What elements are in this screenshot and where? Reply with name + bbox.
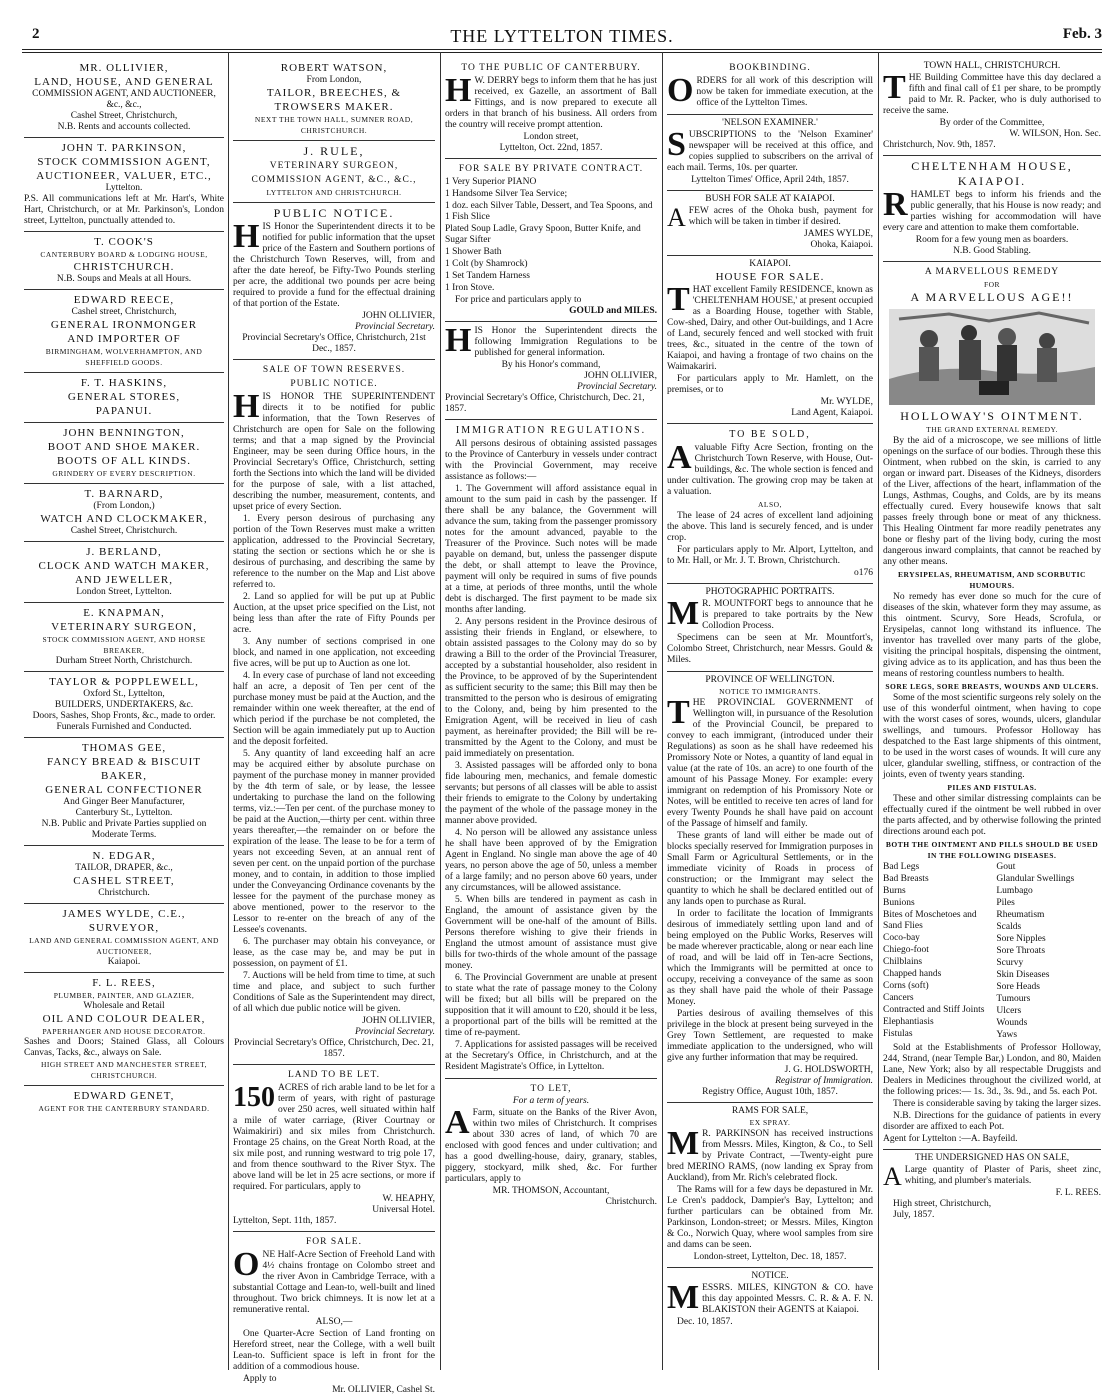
business-card xyxy=(24,603,224,672)
list-item: Bites of Moschetoes and Sand Flies xyxy=(883,910,977,931)
business-name: T. BARNARD, xyxy=(84,488,164,500)
business-name: JAMES WYLDE, C.E., xyxy=(62,908,186,920)
list-item: 2. Any persons resident in the Province desirous of assisting their friends in England, or elsewhere, to obtain assisted passages to the Colony may do so by drawing a Bill to the order of the Provincial Treasurer, accepted by a substantial householder, also resident in the Province, to be approved of by the Superintendent as sufficient security to the same; this Bill may then be transmitted to the person who is desirous of emigrating to the Colony, and, being by him presented to the Emigration Agent, will be received in lieu of cash payment, as hereinafter provided; the Bill will be re-transmitted by the Agent to the Colony, and must be paid immediately on presentation. xyxy=(445,617,657,759)
list-item: Piles xyxy=(996,898,1015,908)
column-1-business-cards xyxy=(24,58,224,1368)
to-be-sold: TO BE SOLD, Avaluable Fifty Acre Section, fronting on the Christchurch Town Reserve, with House, Out-buildings, &c. The whole section is fenced and under cultivation. The growing crop may be taken at a valuation. ALSO, The lease of 24 acres of excellent land adjoining the above. This land is securely fenced, and is under crop. For particulars apply to Mr. Alport, Lyttelton, and to Mr. Hall, or Mr. J. T. Brown, Christchurch. o176 xyxy=(667,424,873,584)
business-card xyxy=(24,484,224,542)
holloway-ointment-ad: A MARVELLOUS REMEDY FOR A MARVELLOUS AGE!! HOLLOWAY'S OINTMENT. THE GRAND EXTERNAL REMEDY. By the aid of a microscope, we see millions of little openings on the surface of our bodies. Through these this Ointment, when rubbed on the skin, is carried to any organ or inward part. Diseases of the Kidneys, disorders of the Liver, affections of the heart, inflammation of the Lungs, Asthmas, Coughs, and Colds, are by its means effectually cured. Every housewife knows that salt passes freely through bone or meat of any thickness. This Healing Ointment far more readily penetrates any bone or fleshy part of the living body, curing the most dangerous inward complaints, that cannot be reached by any other means. ERYSIPELAS, RHEUMATISM, AND SCORBUTIC HUMOURS. No remedy has ever done so much for the cure of diseases of the skin, whatever form they may assume, as this ointment. Scurvy, Sore Heads, Scrofula, or Erysipelas, cannot long withstand its influence. The inventor has travelled over many parts of the globe, visiting the principal hospitals, dispensing the ointment, giving advice as to its application, and has thus been the means of restoring countless numbers to health. SORE LEGS, SORE BREASTS, WOUNDS AND ULCERS. Some of the most scientific surgeons rely solely on the use of this wonderful ointment, when having to cope with the worst cases of sores, wounds, ulcers, glandular swellings, and tumours. Professor Holloway has despatched to the East large shipments of this ointment, to be used in the worst cases of wounds. It will cure any ulcer, glandular swelling, stiffness, or contraction of the joints, even of twenty years standing. PILES AND FISTULAS. These and other similar distressing complaints can be effectually cured if the ointment be well rubbed in over the parts affected, and by otherwise following the printed directions around each pot. BOTH THE OINTMENT AND PILLS SHOULD BE USED IN THE FOLLOWING DISEASES. Bad Legs Bad Breasts Burns Bunions Bites of Moschetoes and Sand Flies Coco-bay Chiego-foot Chilblains Chapped hands Corns (soft) Cancers Contracted and Stiff Joints Elephantiasis Fistulas Gout Glandular Swellings Lumbago Piles Rheumatism Scalds Sore Nipples Sore Throats Scurvy Skin Diseases Sore Heads Tumours Ulcers Wounds Yaws Sold at the Establishments of Professor Holloway, 244, Strand, (near Temple Bar,) London, and 80, Maiden Lane, New York; also by all respectable Druggists and Dealers in Medicines throughout the civilized world, at the following prices:— 1s. 3d., 3s. 9d., and 5s. each Pot. There is considerable saving by taking the larger sizes. N.B. Directions for the guidance of patients in every disorder are affixed to each Pot. Agent for Lyttelton :—A. Bayfeild. xyxy=(883,262,1101,1150)
business-card xyxy=(24,58,224,138)
issue-date: Feb. 3 xyxy=(1062,26,1102,42)
business-line: Sashes and Doors; Stained Glass, all Colours Canvas, Tacks, &c., always on Sale. xyxy=(24,1037,224,1058)
list-item: Fistulas xyxy=(883,1029,913,1039)
business-name: EDWARD GENET, xyxy=(73,1090,175,1102)
list-item: Yaws xyxy=(996,1030,1018,1040)
list-item: Sore Throats xyxy=(996,946,1046,956)
list-item: 1 doz. each Silver Table, Dessert, and Tea Spoons, and 1 Fish Slice xyxy=(445,201,653,222)
list-item: 1 Iron Stove. xyxy=(445,283,495,293)
kaiapoi-house-for-sale: KAIAPOI. HOUSE FOR SALE. THAT excellent Family RESIDENCE, known as 'CHELTENHAM HOUSE,' at present occupied as a Boarding House, together with Stable, Cow-shed, Dairy, and other Out-buildings, and 1 Acre of Land, securely fenced and well stocked with fruit trees, &c., situated in the centre of the town of Kaiapoi, and having a frontage of two chains on the Waimakariri. For particulars apply to Mr. Hamlett, on the premises, or to Mr. WYLDE, Land Agent, Kaiapoi. xyxy=(667,256,873,424)
list-item: Chapped hands xyxy=(883,969,942,979)
list-item: 1 Handsome Silver Tea Service; xyxy=(445,189,568,199)
business-card xyxy=(24,138,224,232)
business-line: P.S. All communications left at Mr. Hart's, White Hart, Christchurch, or at Mr. Parkinson's, London street, Lyttelton, punctually attended to. xyxy=(24,194,224,226)
business-line: LAND, HOUSE, AND GENERAL xyxy=(34,76,214,88)
bush-for-sale: BUSH FOR SALE AT KAIAPOI. AFEW acres of the Ohoka bush, payment for which will be taken in timber if desired. JAMES WYLDE, Ohoka, Kaiapoi. xyxy=(667,191,873,256)
ad-w-derry: TO THE PUBLIC OF CANTERBURY. H W. DERRY begs to inform them that he has just received, ex Gazelle, an assortment of Ball Fittings, and is now prepared to execute all orders in that branch of his business. All orders from the country will receive prompt attention. London street, Lyttelton, Oct. 22nd, 1857. xyxy=(445,58,657,159)
list-item: Bunions xyxy=(883,898,915,908)
ad-robert-watson: ROBERT WATSON, From London, TAILOR, BREECHES, & TROWSERS MAKER. NEXT THE TOWN HALL, SUMNER ROAD, CHRISTCHURCH. xyxy=(233,58,435,141)
land-to-be-let: LAND TO BE LET. 150 ACRES of rich arable land to be let for a term of years, with right of pasturage over 250 acres, well situated within half a mile of water carriage, (River Courtnay or Waimakiriri) and six miles from Christchurch. Frontage 25 chains, on the Great North Road, at the six mile post, and running westward to trig pole 17, and from thence southward to the River Styx. The above land will be let in 25 acre sections, or more if required. For particulars, apply to W. HEAPHY, Universal Hotel. Lyttelton, Sept. 11th, 1857. xyxy=(233,1065,435,1232)
business-card xyxy=(24,232,224,290)
business-line: Durham Street North, Christchurch. xyxy=(55,656,193,666)
business-line: OIL AND COLOUR DEALER, xyxy=(42,1013,206,1025)
business-line: Canterbury St., Lyttelton. xyxy=(75,808,173,818)
column-divider xyxy=(878,52,879,1370)
list-item: 6. The Provincial Government are unable at present to state what the rate of passage money to the Colony will be fixed; but all bills will be prepared on the supposition that it will amount to £20, should it be less, a proportional part of the bills will be remitted at the time of re-payment. xyxy=(445,973,657,1038)
business-line: TAILOR, DRAPER, &c., xyxy=(75,863,173,873)
business-line: Funerals Furnished and Conducted. xyxy=(56,722,192,732)
page-number: 2 xyxy=(32,26,40,42)
business-name: J. BERLAND, xyxy=(86,546,162,558)
business-name: MR. OLLIVIER, xyxy=(79,62,169,74)
business-card xyxy=(24,973,224,1086)
list-item: 4. In every case of purchase of land not exceeding half an acre, a deposit of Ten per cent of the purchase money must be paid at the Auction, and the remainder within one week thereafter, at the end of which period if the purchase be not completed, the Section will be again immediately put up to Auction and the deposit forfeited. xyxy=(233,671,435,747)
list-item: Scurvy xyxy=(996,958,1024,968)
business-line: PAPANUI. xyxy=(95,405,153,417)
business-line: GENERAL STORES, xyxy=(67,391,181,403)
list-item: Cancers xyxy=(883,993,914,1003)
masthead-rule-2 xyxy=(22,52,1102,53)
business-line: HIGH STREET AND MANCHESTER STREET, CHRISTCHURCH. xyxy=(40,1060,208,1080)
business-name: JOHN BENNINGTON, xyxy=(63,427,185,439)
province-of-wellington: PROVINCE OF WELLINGTON. NOTICE TO IMMIGRANTS. THE PROVINCIAL GOVERNMENT of Wellington will, in pursuance of the Resolution of the Provincial Council, be prepared to convey to each immigrant, (introduced under their Regulations) as soon as he shall have redeemed his Promissory Note or Notes, a quantity of land equal in value (at the rate of 10s. an acre) to one fourth of the amount of his Passage Money. For example: every immigrant on redemption of his Promissory Note or Notes, will be entitled to receive ten acres of land for every Twenty Pounds he shall have paid on account of the Passage of himself and family. These grants of land will either be made out of blocks specially reserved for Immigration purposes in Small Farm or Agricultural Settlements, or in the immediate vicinity of Roads in process of construction; or the Immigrant may select the quantity to which he shall be declared entitled out of any lands open to purchase as Rural. In order to facilitate the location of Immigrants desirous of immediately settling upon land and of being employed on the Public Works, Reserves will be made wherever practicable, along or near each line of road, and will be laid off in Ten-acre Sections, which the Immigrants will be permitted at once to occupy, receiving a conveyance of the same as soon as they shall have paid the whole of their Passage Money. Parties desirous of availing themselves of this privilege in the block at present being surveyed in the Grey Town Settlement, are requested to make immediate application to the undersigned, who will give any further information that may be required. J. G. HOLDSWORTH, Registrar of Immigration. Registry Office, August 10th, 1857. xyxy=(667,672,873,1103)
immigration-notice: HIS Honor the Superintendent directs the following Immigration Regulations to be published for general information. By his Honor's command, JOHN OLLIVIER, Provincial Secretary. Provincial Secretary's Office, Christchurch, Dec. 21, 1857. xyxy=(445,322,657,420)
business-card xyxy=(24,738,224,846)
list-item: 7. Auctions will be held from time to time, at such time and place, and subject to such further Conditions of Sale as the Superintendent may direct, of all which due public notice will be given. xyxy=(233,971,435,1014)
business-line: VETERINARY SURGEON, xyxy=(51,621,197,633)
column-5 xyxy=(883,58,1101,1368)
business-line: CANTERBURY BOARD & LODGING HOUSE, xyxy=(40,250,208,259)
business-line: CHRISTCHURCH. xyxy=(73,261,175,273)
business-line: CASHEL STREET, xyxy=(73,875,175,887)
business-name: E. KNAPMAN, xyxy=(83,607,165,619)
business-line: Doors, Sashes, Shop Fronts, &c., made to order. xyxy=(32,711,216,721)
business-line: N.B. Soups and Meals at all Hours. xyxy=(56,274,192,284)
list-item: Sore Heads xyxy=(996,982,1040,992)
business-line: N.B. Rents and accounts collected. xyxy=(57,122,191,132)
business-card xyxy=(24,542,224,603)
list-item: Burns xyxy=(883,886,906,896)
business-line: BOOTS OF ALL KINDS. xyxy=(56,455,192,467)
list-item: Corns (soft) xyxy=(883,981,929,991)
business-line: (From London,) xyxy=(93,501,155,511)
business-line: Cashel Street, Christchurch, xyxy=(70,111,178,121)
sale-of-town-reserves: SALE OF TOWN RESERVES. PUBLIC NOTICE. HIS HONOR THE SUPERINTENDENT directs it to be notified for public information, that the Town Reserves of Christchurch are open for Sale on the following terms; and that a map signed by the Provincial Engineer, may be seen during Office hours, in the Provincial Secretary's Office, Christchurch, setting forth the Sections into which the land will be divided for the purpose of sale, with a list attached, describing the number, measurement, contents, and upset price of every Section. 1. Every person desirous of purchasing any portion of the Town Reserves must make a written application, addressed to the Provincial Secretary, stating the section or sections which he or she is desirous of purchasing, and describing the same by reference to the number on the Map and List above referred to. 2. Land so applied for will be put up at Public Auction, at the upset price specified on the List, not being less than after the rate of Fifty Pounds per acre. 3. Any number of sections comprised in one block, and named in one application, not exceeding five acres, will be put up to Auction as one lot. 4. In every case of purchase of land not exceeding half an acre, a deposit of Ten per cent of the purchase money must be paid at the Auction, and the remainder within one week thereafter, at the end of which period if the purchase be not completed, the Section will be again immediately put up to Auction and the deposit forfeited. 5. Any quantity of land exceeding half an acre may be acquired either by absolute purchase on payment of the purchase money in manner provided by the 4th term of sale, or by lease, the lessee undertaking to purchase the land on the following terms, viz.:—Ten per cent. of the purchase money to be paid at the Auction,—thirty per cent. within three years thereafter,—the remainder on or before the expiration of the lease. The lease to be for a term of years not exceeding Seven, at an annual rent of seven per cent. on the unpaid portion of the purchase money, and to contain, in addition to those implied under the Conveyancing Ordinance covenants by the lessee for the payment of the purchase money as above mentioned, power to the reservor to the Lessor to re-enter on the breach of any of the Lessee's covenants. 6. The purchaser may obtain his conveyance, or lease, as the case may be, and may be put in possession, on payment of £1. 7. Auctions will be held from time to time, at such time and place, and subject to such further Conditions of Sale as the Superintendent may direct, of all which due public notice will be given. JOHN OLLIVIER, Provincial Secretary. Provincial Secretary's Office, Christchurch, Dec. 21, 1857. xyxy=(233,360,435,1065)
column-divider xyxy=(662,52,663,1370)
business-line: CLOCK AND WATCH MAKER, xyxy=(38,560,210,572)
business-name: N. EDGAR, xyxy=(92,850,156,862)
business-name: JOHN T. PARKINSON, xyxy=(61,142,187,154)
list-item: 1 Very Superior PIANO xyxy=(445,177,537,187)
business-line: AGENT FOR THE CANTERBURY STANDARD. xyxy=(38,1104,210,1113)
business-card xyxy=(24,846,224,904)
business-line: PLUMBER, PAINTER, AND GLAZIER, xyxy=(53,991,195,1000)
private-contract-sale: FOR SALE BY PRIVATE CONTRACT. 1 Very Superior PIANO 1 Handsome Silver Tea Service; 1 doz. each Silver Table, Dessert, and Tea Spoons, and 1 Fish Slice Plated Soup Ladle, Gravy Spoon, Butter Knife, and Sugar Sifter 1 Shower Bath 1 Colt (by Shamrock) 1 Set Tandem Harness 1 Iron Stove. For price and particulars apply to GOULD and MILES. xyxy=(445,159,657,322)
business-name: THOMAS GEE, xyxy=(81,742,167,754)
nelson-examiner: 'NELSON EXAMINER.' SUBSCRIPTIONS to the 'Nelson Examiner' newspaper will be received at this office, and copies supplied to subscribers on the arrival of each mail. Terms, 10s. per quarter. Lyttelton Times' Office, April 24th, 1857. xyxy=(667,115,873,191)
business-name: F. L. REES, xyxy=(92,977,156,989)
list-item: Rheumatism xyxy=(996,910,1045,920)
column-3 xyxy=(445,58,657,1368)
bookbinding: BOOKBINDING. ORDERS for all work of this description will now be taken for immediate execution, at the office of the Lyttelton Times. xyxy=(667,58,873,115)
business-line: COMMISSION AGENT, AND AUCTIONEER, &c., &c., xyxy=(32,89,216,110)
plaster-for-sale: THE UNDERSIGNED HAS ON SALE, A Large quantity of Plaster of Paris, sheet zinc, whiting, and plumber's materials. F. L. REES. High street, Christchurch, July, 1857. xyxy=(883,1153,1101,1220)
business-card xyxy=(24,1086,224,1118)
business-line: GRINDERY OF EVERY DESCRIPTION. xyxy=(52,469,196,478)
list-item: Wounds xyxy=(996,1018,1028,1028)
photographic-portraits: PHOTOGRAPHIC PORTRAITS. M R. MOUNTFORT begs to announce that he is prepared to take portraits by the New Collodion Process. Specimens can be seen at Mr. Mountfort's, Colombo Street, Christchurch, near Messrs. Gould & Miles. xyxy=(667,584,873,672)
business-line: PAPERHANGER AND HOUSE DECORATOR. xyxy=(42,1027,206,1036)
business-line: Oxford St., Lyttelton, xyxy=(83,689,165,699)
column-divider xyxy=(228,52,229,1370)
business-line: Christchurch. xyxy=(98,888,150,898)
business-card xyxy=(24,373,224,423)
business-card xyxy=(24,423,224,484)
business-line: GENERAL CONFECTIONER xyxy=(45,784,203,796)
list-item: Chilblains xyxy=(883,957,923,967)
list-item: 7. Applications for assisted passages will be received at the Secretary's Office, in Christchurch, and at the Resident Magistrate's Office, in Lyttelton. xyxy=(445,1040,657,1072)
engraving-illustration xyxy=(889,309,1095,405)
list-item: 5. Any quantity of land exceeding half an acre may be acquired either by absolute purchase on payment of the purchase money in manner provided by the 4th term of sale, or by lease, the lessee undertaking to purchase the land on the following terms, viz.:—Ten per cent. of the purchase money to be paid at the Auction,—thirty per cent. within three years thereafter,—the remainder on or before the expiration of the lease. The lease to be for a term of years not exceeding Seven, at an annual rent of seven per cent. on the unpaid portion of the purchase money, and to contain, in addition to those implied under the Conveyancing Ordinance covenants by the lessee for the payment of the purchase money as above mentioned, power to the reservor to the Lessor to re-enter on the breach of any of the Lessee's covenants. xyxy=(233,749,435,935)
business-line: AUCTIONEER, VALUER, ETC., xyxy=(36,170,212,182)
business-line: AND IMPORTER OF xyxy=(67,333,181,345)
cheltenham-house: CHELTENHAM HOUSE, KAIAPOI. RHAMLET begs to inform his friends and the public generally, that his House is now ready; and parties wishing for accommodation will have every care and attention to make them comfortable. Room for a few young men as boarders. N.B. Good Stabling. xyxy=(883,156,1101,262)
business-card xyxy=(24,904,224,973)
list-item: Gout xyxy=(996,862,1016,872)
column-2 xyxy=(233,58,435,1395)
business-line: Cashel Street, Christchurch. xyxy=(70,526,178,536)
list-item: Elephantiasis xyxy=(883,1017,934,1027)
business-line: GENERAL IRONMONGER xyxy=(50,319,198,331)
list-item: 1. The Government will afford assistance equal in amount to the sum paid in cash by the passenger. If there shall be any balance, the Government will advance the sum, taking from the passenger promissory notes for the amount advanced, payable to the Treasurer of the Province. Such notes will be made payable on demand, but, unless the passenger dispute the debt, or shall attempt to leave the Province, payment will only be required in sums of five pounds at a time, at periods of three months, until the whole debt is discharged. The first payment to be made six months after landing. xyxy=(445,484,657,615)
business-line: Cashel street, Christchurch, xyxy=(71,307,177,317)
business-line: And Ginger Beer Manufacturer, xyxy=(63,797,185,807)
list-item: Skin Diseases xyxy=(996,970,1050,980)
masthead xyxy=(22,26,1102,46)
business-line: AND JEWELLER, xyxy=(75,574,173,586)
business-card xyxy=(24,672,224,738)
for-sale-freehold: FOR SALE. ONE Half-Acre Section of Freehold Land with 4½ chains frontage on Colombo street and the river Avon in Cambridge Terrace, with a substantial Cottage and Lean-to, well-built and lined throughout. Two brick chimneys. It is now let at a remunerative rental. ALSO,— One Quarter-Acre Section of Land fronting on Hereford street, near the College, with a well built Lean-to. Sufficient space is left in front for the addition of a commodious house. Apply to Mr. OLLIVIER, Cashel St. xyxy=(233,1237,435,1395)
newspaper-title: THE LYTTELTON TIMES. xyxy=(450,26,674,46)
list-item: 1 Set Tandem Harness xyxy=(445,271,530,281)
list-item: Ulcers xyxy=(996,1006,1022,1016)
list-item: Plated Soup Ladle, Gravy Spoon, Butter Knife, and Sugar Sifter xyxy=(445,224,641,245)
list-item: 1 Shower Bath xyxy=(445,247,502,257)
list-item: 6. The purchaser may obtain his conveyance, or lease, as the case may be, and may be put in possession, on payment of £1. xyxy=(233,937,435,969)
list-item: 2. Land so applied for will be put up at Public Auction, at the upset price specified on the List, not being less than after the rate of Fifty Pounds per acre. xyxy=(233,592,435,635)
business-line: N.B. Public and Private Parties supplied on Moderate Terms. xyxy=(41,819,207,840)
business-line: London Street, Lyttelton. xyxy=(76,587,172,597)
list-item: Bad Legs xyxy=(883,862,920,872)
list-item: Sore Nipples xyxy=(996,934,1046,944)
business-name: T. COOK'S xyxy=(94,236,154,248)
rams-for-sale: RAMS FOR SALE, EX SPRAY. M R. PARKINSON has received instructions from Messrs. Miles, Kington, & Co., to Sell by Private Contract, —Twenty-eight pure bred MERINO RAMS, (now landing ex Spray from Auckland), from Mr. Rich's celebrated flock. The Rams will for a few days be depastured in Mr. Le Cren's paddock, Dampier's Bay, Lyttelton; and further particulars can be obtained from Mr. Parkinson, London-street; or Messrs. Miles, Kington & Co., Norwich Quay, where wool samples from sire and dams can be seen. London-street, Lyttelton, Dec. 18, 1857. xyxy=(667,1103,873,1268)
list-item: 4. No person will be allowed any assistance unless he shall have been approved of by the Emigration Agent in England. No single man above the age of 40 years, no person above the age of 50, unless a member of a large family; and no person above 60 years, under any circumstances, will be allowed assistance. xyxy=(445,828,657,893)
column-4 xyxy=(667,58,873,1368)
business-line: Kaiapoi. xyxy=(107,957,141,967)
business-line: BUILDERS, UNDERTAKERS, &c. xyxy=(54,700,194,710)
ad-j-rule: J. RULE, VETERINARY SURGEON, COMMISSION AGENT, &C., &C., LYTTELTON AND CHRISTCHURCH. xyxy=(233,141,435,203)
business-name: TAYLOR & POPPLEWELL, xyxy=(49,676,199,688)
business-line: STOCK COMMISSION AGENT, AND HORSE BREAKER, xyxy=(42,635,206,655)
list-item: 3. Any number of sections comprised in one block, and named in one application, not exceeding five acres, will be put up to Auction as one lot. xyxy=(233,637,435,669)
business-line: WATCH AND CLOCKMAKER, xyxy=(40,513,208,525)
list-item: Lumbago xyxy=(996,886,1033,896)
immigration-regulations: IMMIGRATION REGULATIONS. All persons desirous of obtaining assisted passages to the Province of Canterbury in vessels under contract with the Provincial Government, may receive assistance as follows:— 1. The Government will afford assistance equal in amount to the sum paid in cash by the passenger. If there shall be any balance, the Government will advance the sum, taking from the passenger promissory notes for the amount advanced, payable to the Treasurer of the Province. Such notes will be made payable on demand, but, unless the passenger dispute the debt, or shall attempt to leave the Province, payment will only be required in sums of five pounds at a time, at periods of three months, until the whole debt is discharged. The first payment to be made six months after landing. 2. Any persons resident in the Province desirous of assisting their friends in England, or elsewhere, to obtain assisted passages to the Colony may do so by drawing a Bill to the order of the Provincial Treasurer, accepted by a substantial householder, also resident in the Province, to be approved of by the Superintendent as sufficient security to the same; this Bill may then be transmitted to the person who is desirous of emigrating to the Colony, and, being by him presented to the Emigration Agent, will be received in lieu of cash payment, as hereinafter provided; the Bill will be re-transmitted by the Agent to the Colony, and must be paid immediately on presentation. 3. Assisted passages will be afforded only to bona fide labouring men, mechanics, and female domestic servants; but persons of all classes will be able to assist their friends to emigrate to the Colony by undertaking the payment of the whole of the passage money in the manner above provided. 4. No person will be allowed any assistance unless he shall have been approved of by the Emigration Agent in England. No single man above the age of 40 years, no person above the age of 50, unless a member of a large family; and no person above 60 years, under any circumstances, will be allowed assistance. 5. When bills are tendered in payment as cash in England, the amount of assistance given by the Government will be one-half of the amount of Bills. Persons therefore wishing to give their friends in England the utmost amount of assistance must give bills for two-thirds of the whole amount of the passage money. 6. The Provincial Government are unable at present to state what the rate of passage money to the Colony will be fixed; but all bills will be prepared on the supposition that it will amount to £20, should it be less, a proportional part of the bills will be remitted at the time of re-payment. 7. Applications for assisted passages will be received at the Secretary's Office, in Christchurch, and at the Resident Magistrate's Office, in Lyttelton. xyxy=(445,420,657,1079)
list-item: Coco-bay xyxy=(883,933,920,943)
business-line: BIRMINGHAM, WOLVERHAMPTON, AND SHEFFIELD GOODS. xyxy=(45,347,203,367)
list-item: Bad Breasts xyxy=(883,874,929,884)
list-item: Tumours xyxy=(996,994,1031,1004)
diseases-list xyxy=(883,861,1101,1042)
list-item: Glandular Swellings xyxy=(996,874,1075,884)
list-item: Contracted and Stiff Joints xyxy=(883,1005,985,1015)
town-hall-notice: TOWN HALL, CHRISTCHURCH. THE Building Committee have this day declared a fifth and final call of £1 per share, to be promptly paid to Mr. R. Packer, who is duly authorised to receive the same. By order of the Committee, W. WILSON, Hon. Sec. Christchurch, Nov. 9th, 1857. xyxy=(883,58,1101,156)
list-item: 3. Assisted passages will be afforded only to bona fide labouring men, mechanics, and female domestic servants; but persons of all classes will be able to assist their friends to emigrate to the Colony by undertaking the payment of the whole of the passage money in the manner above provided. xyxy=(445,761,657,826)
business-line: STOCK COMMISSION AGENT, xyxy=(37,156,211,168)
public-notice: PUBLIC NOTICE. HIS Honor the Superintendent directs it to be notified for public information that the upset price of the Eastern and Southern portions of the Christchurch Town Reserves, will, from and after the date hereof, be Fifty-Two Pounds sterling per acre, the additional two pounds per acre being required to provide a fund for the effectual draining of that portion of the Estate. JOHN OLLIVIER, Provincial Secretary. Provincial Secretary's Office, Christchurch, 21st Dec., 1857. xyxy=(233,203,435,360)
farm-to-let: TO LET, For a term of years. A Farm, situate on the Banks of the River Avon, within two miles of Christchurch. It comprises about 330 acres of land, of which 70 are enclosed with good fences and under cultivation; and has a good dwelling-house, dairy, granary, stables, piggery, stockyard, milk shed, &c. For further particulars, apply to MR. THOMSON, Accountant, Christchurch. xyxy=(445,1084,657,1207)
business-line: BOOT AND SHOE MAKER. xyxy=(47,441,201,453)
business-line: LAND AND GENERAL COMMISSION AGENT, AND AUCTIONEER, xyxy=(29,936,219,956)
masthead-rule xyxy=(22,49,1102,50)
list-item: 1 Colt (by Shamrock) xyxy=(445,259,528,269)
business-line: Lyttelton. xyxy=(105,183,143,193)
business-name: EDWARD REECE, xyxy=(73,294,175,306)
column-divider xyxy=(440,52,441,1370)
business-line: SURVEYOR, xyxy=(88,922,160,934)
business-line: FANCY BREAD & BISCUIT BAKER, xyxy=(47,756,201,782)
business-name: F. T. HASKINS, xyxy=(80,377,168,389)
business-line: Wholesale and Retail xyxy=(83,1001,165,1011)
list-item: Scalds xyxy=(996,922,1022,932)
list-item: Chiego-foot xyxy=(883,945,929,955)
business-card xyxy=(24,290,224,373)
notice-agents: NOTICE. MESSRS. MILES, KINGTON & CO. have this day appointed Messrs. C. R. & A. F. N. BLAKISTON their AGENTS at Kaiapoi. Dec. 10, 1857. xyxy=(667,1271,873,1327)
list-item: 1. Every person desirous of purchasing any portion of the Town Reserves must make a written application, addressed to the Provincial Secretary, stating the section or sections which he or she is desirous of purchasing, and describing the same by reference to the number on the Map and List above referred to. xyxy=(233,514,435,590)
list-item: 5. When bills are tendered in payment as cash in England, the amount of assistance given by the Government will be one-half of the amount of Bills. Persons therefore wishing to give their friends in England the utmost amount of assistance must give bills for two-thirds of the whole amount of the passage money. xyxy=(445,895,657,971)
